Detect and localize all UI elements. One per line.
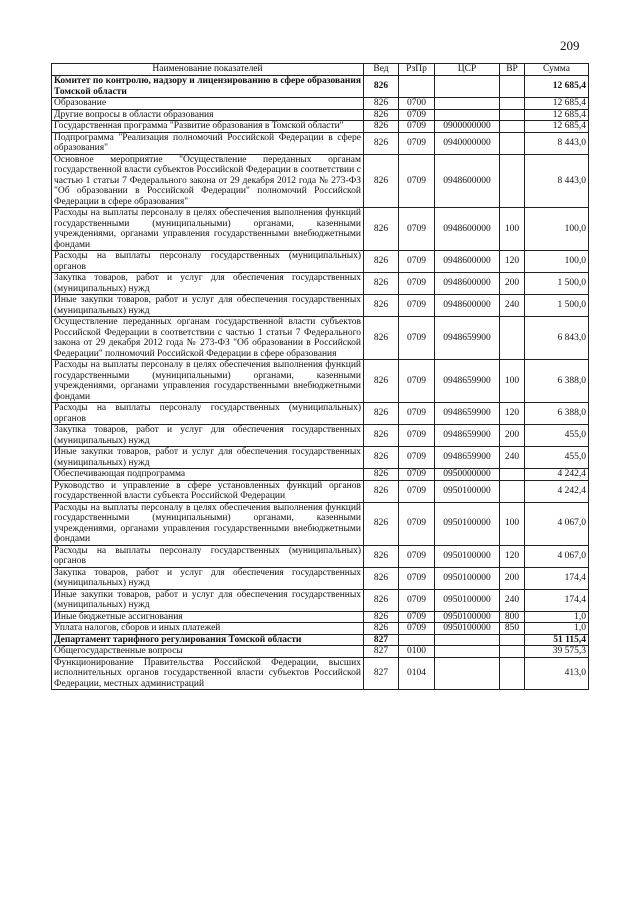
cell-sum: 174,4 [525, 567, 589, 589]
cell-name: Функционирование Правительства Российской Федерации, высших исполнительных органов государственной власти субъектов Российской Федерации, местных администраций [52, 657, 364, 690]
cell-ved: 827 [364, 634, 399, 646]
cell-name: Закупка товаров, работ и услуг для обеспечения государственных (муниципальных) нужд [52, 567, 364, 589]
cell-ved: 826 [364, 545, 399, 567]
cell-ved: 826 [364, 469, 399, 481]
cell-name: Уплата налогов, сборов и иных платежей [52, 623, 364, 635]
cell-rzpr: 0709 [399, 447, 435, 469]
header-ved: Вед [364, 64, 399, 76]
cell-vr: 100 [500, 502, 525, 545]
cell-sum: 455,0 [525, 447, 589, 469]
cell-rzpr: 0709 [399, 295, 435, 317]
cell-rzpr: 0709 [399, 589, 435, 611]
header-rzpr: РзПр [399, 64, 435, 76]
cell-name: Расходы на выплаты персоналу в целях обеспечения выполнения функций государственными (муниципальными) органами, казенными учреждениями, органами управления государственными внебюджетными фондами [52, 208, 364, 251]
cell-name: Подпрограмма "Реализация полномочий Российской Федерации в сфере образования" [52, 132, 364, 154]
header-csr: ЦСР [435, 64, 500, 76]
cell-rzpr: 0709 [399, 480, 435, 502]
header-name: Наименование показателей [52, 64, 364, 76]
table-row [52, 98, 589, 110]
cell-sum: 1 500,0 [525, 273, 589, 295]
cell-csr: 0950100000 [435, 589, 500, 611]
table-row [52, 545, 589, 567]
table-row [52, 502, 589, 545]
cell-name: Расходы на выплаты персоналу государственных (муниципальных) органов [52, 251, 364, 273]
cell-ved: 826 [364, 480, 399, 502]
cell-ved: 826 [364, 589, 399, 611]
cell-vr [500, 646, 525, 658]
cell-rzpr: 0700 [399, 98, 435, 110]
cell-name: Расходы на выплаты персоналу государственных (муниципальных) органов [52, 545, 364, 567]
cell-sum: 1 500,0 [525, 295, 589, 317]
cell-csr: 0948600000 [435, 154, 500, 208]
page-number: 209 [560, 38, 580, 53]
cell-ved: 826 [364, 611, 399, 623]
cell-name: Расходы на выплаты персоналу в целях обеспечения выполнения функций государственными (муниципальными) органами, казенными учреждениями, органами управления государственными внебюджетными фондами [52, 360, 364, 403]
cell-name: Общегосударственные вопросы [52, 646, 364, 658]
cell-ved: 827 [364, 657, 399, 690]
cell-rzpr: 0709 [399, 611, 435, 623]
cell-ved: 826 [364, 502, 399, 545]
cell-vr: 100 [500, 360, 525, 403]
table-header-row [52, 64, 589, 76]
cell-name: Иные закупки товаров, работ и услуг для обеспечения государственных (муниципальных) нужд [52, 295, 364, 317]
cell-name: Иные закупки товаров, работ и услуг для обеспечения государственных (муниципальных) нужд [52, 447, 364, 469]
cell-rzpr: 0709 [399, 154, 435, 208]
cell-sum: 4 067,0 [525, 545, 589, 567]
cell-sum: 12 685,4 [525, 121, 589, 133]
cell-sum: 6 388,0 [525, 403, 589, 425]
budget-table [51, 63, 589, 690]
cell-ved: 826 [364, 360, 399, 403]
table-row [52, 121, 589, 133]
cell-rzpr: 0709 [399, 360, 435, 403]
cell-name: Осуществление переданных органам государственной власти субъектов Российской Федерации в соответствии с частью 1 статьи 7 Федерального закона от 29 декабря 2012 года № 273-ФЗ "Об образовании в Российской Федерации" полномочий Российской Федерации в сфере образования [52, 317, 364, 360]
cell-vr: 200 [500, 425, 525, 447]
cell-csr: 0948600000 [435, 251, 500, 273]
cell-vr [500, 469, 525, 481]
cell-vr [500, 657, 525, 690]
cell-csr: 0948659900 [435, 425, 500, 447]
cell-csr: 0950100000 [435, 480, 500, 502]
cell-sum: 1,0 [525, 623, 589, 635]
cell-ved: 826 [364, 273, 399, 295]
cell-rzpr: 0100 [399, 646, 435, 658]
table-row [52, 76, 589, 98]
table-row [52, 646, 589, 658]
table-row [52, 657, 589, 690]
cell-rzpr: 0709 [399, 545, 435, 567]
cell-ved: 826 [364, 154, 399, 208]
cell-name: Другие вопросы в области образования [52, 109, 364, 121]
cell-csr: 0950100000 [435, 502, 500, 545]
table-row [52, 447, 589, 469]
cell-rzpr [399, 634, 435, 646]
cell-csr: 0948659900 [435, 360, 500, 403]
cell-csr: 0950100000 [435, 545, 500, 567]
table-row [52, 132, 589, 154]
cell-vr [500, 109, 525, 121]
table-row [52, 154, 589, 208]
cell-rzpr: 0709 [399, 469, 435, 481]
table-row [52, 273, 589, 295]
cell-sum: 8 443,0 [525, 132, 589, 154]
header-sum: Сумма [525, 64, 589, 76]
cell-ved: 826 [364, 251, 399, 273]
cell-rzpr: 0709 [399, 403, 435, 425]
table-row [52, 634, 589, 646]
cell-ved: 826 [364, 121, 399, 133]
cell-vr: 240 [500, 295, 525, 317]
cell-csr [435, 634, 500, 646]
table-row [52, 480, 589, 502]
cell-vr: 120 [500, 545, 525, 567]
cell-sum: 12 685,4 [525, 98, 589, 110]
cell-sum: 100,0 [525, 251, 589, 273]
cell-sum: 8 443,0 [525, 154, 589, 208]
cell-sum: 1,0 [525, 611, 589, 623]
cell-vr: 200 [500, 273, 525, 295]
cell-csr: 0948659900 [435, 447, 500, 469]
cell-csr [435, 76, 500, 98]
cell-vr [500, 154, 525, 208]
table-row [52, 360, 589, 403]
cell-name: Иные закупки товаров, работ и услуг для обеспечения государственных (муниципальных) нужд [52, 589, 364, 611]
table-row [52, 623, 589, 635]
cell-csr: 0948600000 [435, 208, 500, 251]
cell-ved: 826 [364, 403, 399, 425]
cell-sum: 12 685,4 [525, 76, 589, 98]
cell-rzpr: 0709 [399, 425, 435, 447]
cell-sum: 6 388,0 [525, 360, 589, 403]
cell-name: Иные бюджетные ассигнования [52, 611, 364, 623]
cell-rzpr: 0709 [399, 208, 435, 251]
cell-name: Обеспечивающая подпрограмма [52, 469, 364, 481]
cell-csr: 0950000000 [435, 469, 500, 481]
cell-vr: 120 [500, 403, 525, 425]
cell-rzpr: 0709 [399, 109, 435, 121]
cell-name: Закупка товаров, работ и услуг для обеспечения государственных (муниципальных) нужд [52, 425, 364, 447]
cell-ved: 826 [364, 447, 399, 469]
cell-vr [500, 132, 525, 154]
table-row [52, 295, 589, 317]
cell-name: Закупка товаров, работ и услуг для обеспечения государственных (муниципальных) нужд [52, 273, 364, 295]
cell-ved: 826 [364, 132, 399, 154]
cell-csr: 0948659900 [435, 403, 500, 425]
cell-vr [500, 98, 525, 110]
table-row [52, 425, 589, 447]
cell-sum: 12 685,4 [525, 109, 589, 121]
cell-vr: 850 [500, 623, 525, 635]
cell-ved: 826 [364, 623, 399, 635]
cell-sum: 174,4 [525, 589, 589, 611]
cell-csr: 0950100000 [435, 623, 500, 635]
cell-vr: 240 [500, 589, 525, 611]
cell-vr: 240 [500, 447, 525, 469]
cell-name: Основное мероприятие "Осуществление переданных органам государственной власти субъектов Российской Федерации в соответствии с частью 1 статьи 7 Федерального закона от 29 декабря 2012 года № 273-ФЗ "Об образовании в Российской Федерации" полномочий Российской Федерации в сфере образования" [52, 154, 364, 208]
cell-ved: 826 [364, 425, 399, 447]
table-row [52, 109, 589, 121]
table-row [52, 251, 589, 273]
table-row [52, 611, 589, 623]
cell-csr [435, 109, 500, 121]
cell-rzpr [399, 76, 435, 98]
cell-sum: 4 067,0 [525, 502, 589, 545]
cell-rzpr: 0709 [399, 317, 435, 360]
cell-ved: 827 [364, 646, 399, 658]
cell-csr: 0948600000 [435, 295, 500, 317]
cell-sum: 413,0 [525, 657, 589, 690]
cell-csr [435, 657, 500, 690]
cell-ved: 826 [364, 295, 399, 317]
cell-rzpr: 0104 [399, 657, 435, 690]
table-row [52, 589, 589, 611]
cell-vr [500, 634, 525, 646]
cell-name: Расходы на выплаты персоналу в целях обеспечения выполнения функций государственными (муниципальными) органами, казенными учреждениями, органами управления государственными внебюджетными фондами [52, 502, 364, 545]
table-row [52, 469, 589, 481]
cell-csr [435, 98, 500, 110]
table-row [52, 317, 589, 360]
cell-ved: 826 [364, 76, 399, 98]
cell-ved: 826 [364, 208, 399, 251]
cell-name: Образование [52, 98, 364, 110]
table-body [52, 76, 589, 690]
cell-name: Департамент тарифного регулирования Томской области [52, 634, 364, 646]
cell-sum: 51 115,4 [525, 634, 589, 646]
cell-vr [500, 76, 525, 98]
cell-rzpr: 0709 [399, 567, 435, 589]
cell-ved: 826 [364, 109, 399, 121]
cell-vr: 120 [500, 251, 525, 273]
cell-rzpr: 0709 [399, 132, 435, 154]
table-row [52, 403, 589, 425]
cell-rzpr: 0709 [399, 251, 435, 273]
header-vr: ВР [500, 64, 525, 76]
table-row [52, 208, 589, 251]
cell-vr [500, 121, 525, 133]
cell-sum: 4 242,4 [525, 480, 589, 502]
cell-ved: 826 [364, 567, 399, 589]
cell-vr: 100 [500, 208, 525, 251]
cell-sum: 455,0 [525, 425, 589, 447]
cell-name: Руководство и управление в сфере установленных функций органов государственной власти субъекта Российской Федерации [52, 480, 364, 502]
cell-vr [500, 317, 525, 360]
cell-sum: 4 242,4 [525, 469, 589, 481]
cell-rzpr: 0709 [399, 121, 435, 133]
cell-vr: 800 [500, 611, 525, 623]
cell-name: Расходы на выплаты персоналу государственных (муниципальных) органов [52, 403, 364, 425]
cell-sum: 39 575,3 [525, 646, 589, 658]
cell-name: Государственная программа "Развитие образования в Томской области" [52, 121, 364, 133]
cell-name: Комитет по контролю, надзору и лицензированию в сфере образования Томской области [52, 76, 364, 98]
cell-rzpr: 0709 [399, 502, 435, 545]
cell-sum: 100,0 [525, 208, 589, 251]
cell-rzpr: 0709 [399, 273, 435, 295]
cell-csr: 0950100000 [435, 611, 500, 623]
cell-vr: 200 [500, 567, 525, 589]
cell-vr [500, 480, 525, 502]
cell-csr: 0950100000 [435, 567, 500, 589]
cell-ved: 826 [364, 317, 399, 360]
cell-ved: 826 [364, 98, 399, 110]
cell-sum: 6 843,0 [525, 317, 589, 360]
table-row [52, 567, 589, 589]
cell-csr: 0948600000 [435, 273, 500, 295]
cell-rzpr: 0709 [399, 623, 435, 635]
cell-csr [435, 646, 500, 658]
cell-csr: 0940000000 [435, 132, 500, 154]
cell-csr: 0948659900 [435, 317, 500, 360]
cell-csr: 0900000000 [435, 121, 500, 133]
